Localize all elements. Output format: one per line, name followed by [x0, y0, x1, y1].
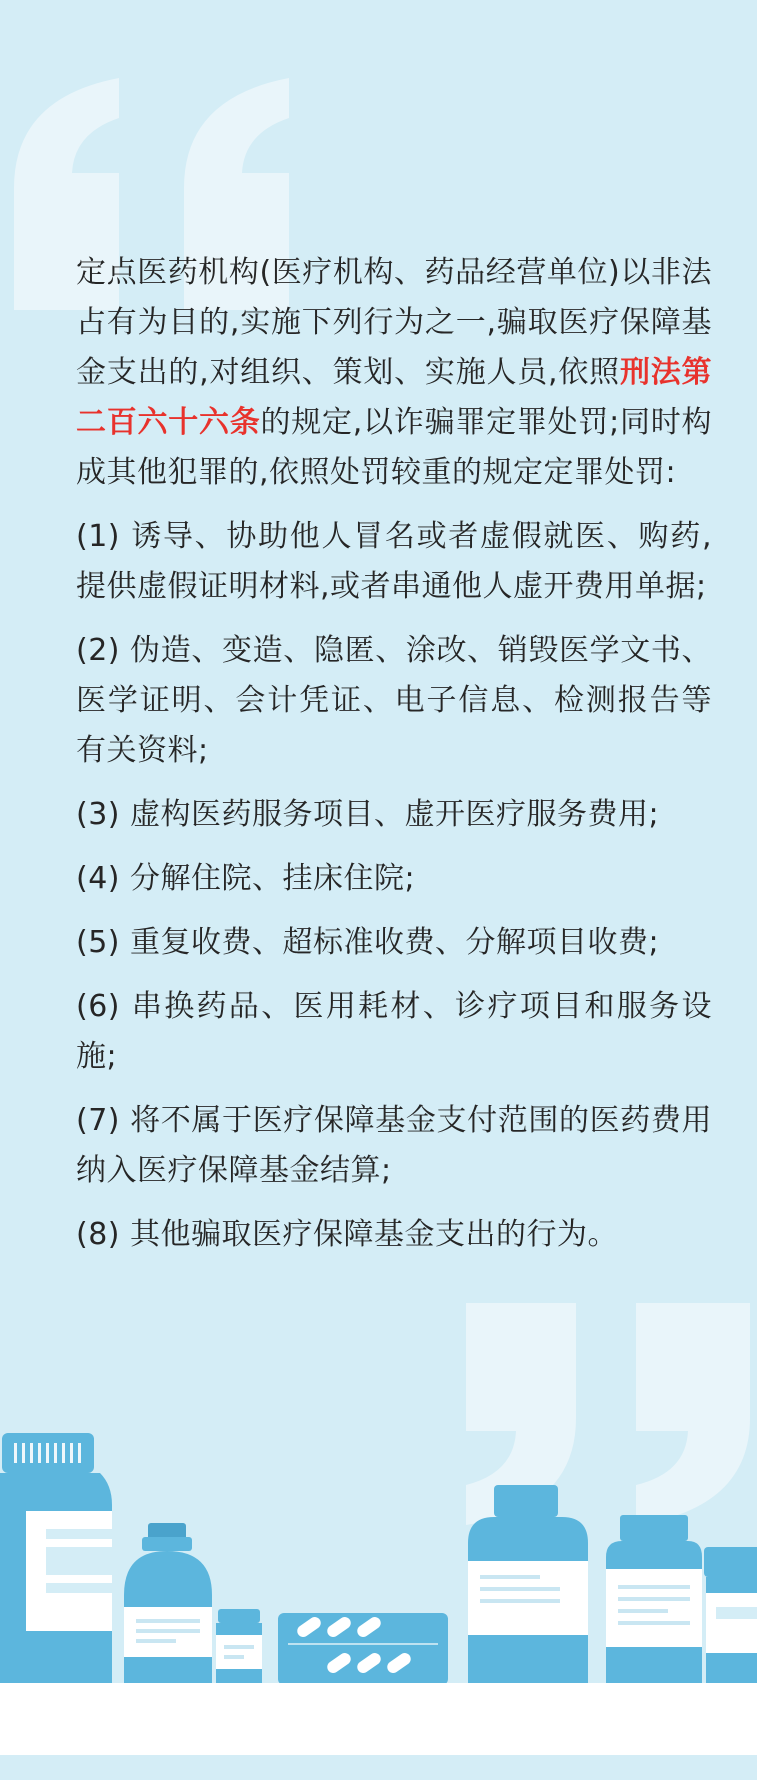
- list-item-6: (6) 串换药品、医用耗材、诊疗项目和服务设施;: [76, 989, 712, 1074]
- medicine-bottles-illustration: [0, 1425, 757, 1685]
- list-item-5: (5) 重复收费、超标准收费、分解项目收费;: [76, 925, 660, 960]
- round-bottle-icon: [124, 1523, 212, 1685]
- large-bottle-icon: [0, 1433, 112, 1685]
- intro-text: 定点医药机构(医疗机构、药品经营单位)以非法占有为目的,实施下列行为之一,骗取医疗保障基金支出的,对组织、策划、实施人员,依照: [76, 255, 712, 390]
- partial-bottle-icon: [704, 1547, 757, 1685]
- list-item-1: (1) 诱导、协助他人冒名或者虚假就医、购药,提供虚假证明材料,或者串通他人虚开费用单据;: [76, 519, 712, 604]
- small-vial-icon: [216, 1609, 262, 1685]
- list-item-4: (4) 分解住院、挂床住院;: [76, 861, 416, 896]
- list-item-2: (2) 伪造、变造、隐匿、涂改、销毁医学文书、医学证明、会计凭证、电子信息、检测报告等有关资料;: [76, 633, 712, 768]
- list-item-8: (8) 其他骗取医疗保障基金支出的行为。: [76, 1217, 619, 1252]
- body-text: [76, 248, 712, 1274]
- list-item-7: (7) 将不属于医疗保障基金支付范围的医药费用纳入医疗保障基金结算;: [76, 1103, 712, 1188]
- bottom-strip: [0, 1755, 757, 1780]
- intro-text-end: 的规定,以诈骗罪定罪处罚;同时构成其他犯罪的,依照处罚较重的规定定罪处罚:: [76, 405, 712, 490]
- highlight-law-article: 刑法第二百六十六条: [76, 355, 713, 440]
- list-item-3: (3) 虚构医药服务项目、虚开医疗服务费用;: [76, 797, 660, 832]
- medicine-bottle-icon: [606, 1515, 702, 1685]
- pill-blister-icon: [278, 1613, 448, 1685]
- tall-bottle-icon: [468, 1485, 588, 1685]
- footer-band: [0, 1683, 757, 1755]
- intro-paragraph: [76, 248, 712, 498]
